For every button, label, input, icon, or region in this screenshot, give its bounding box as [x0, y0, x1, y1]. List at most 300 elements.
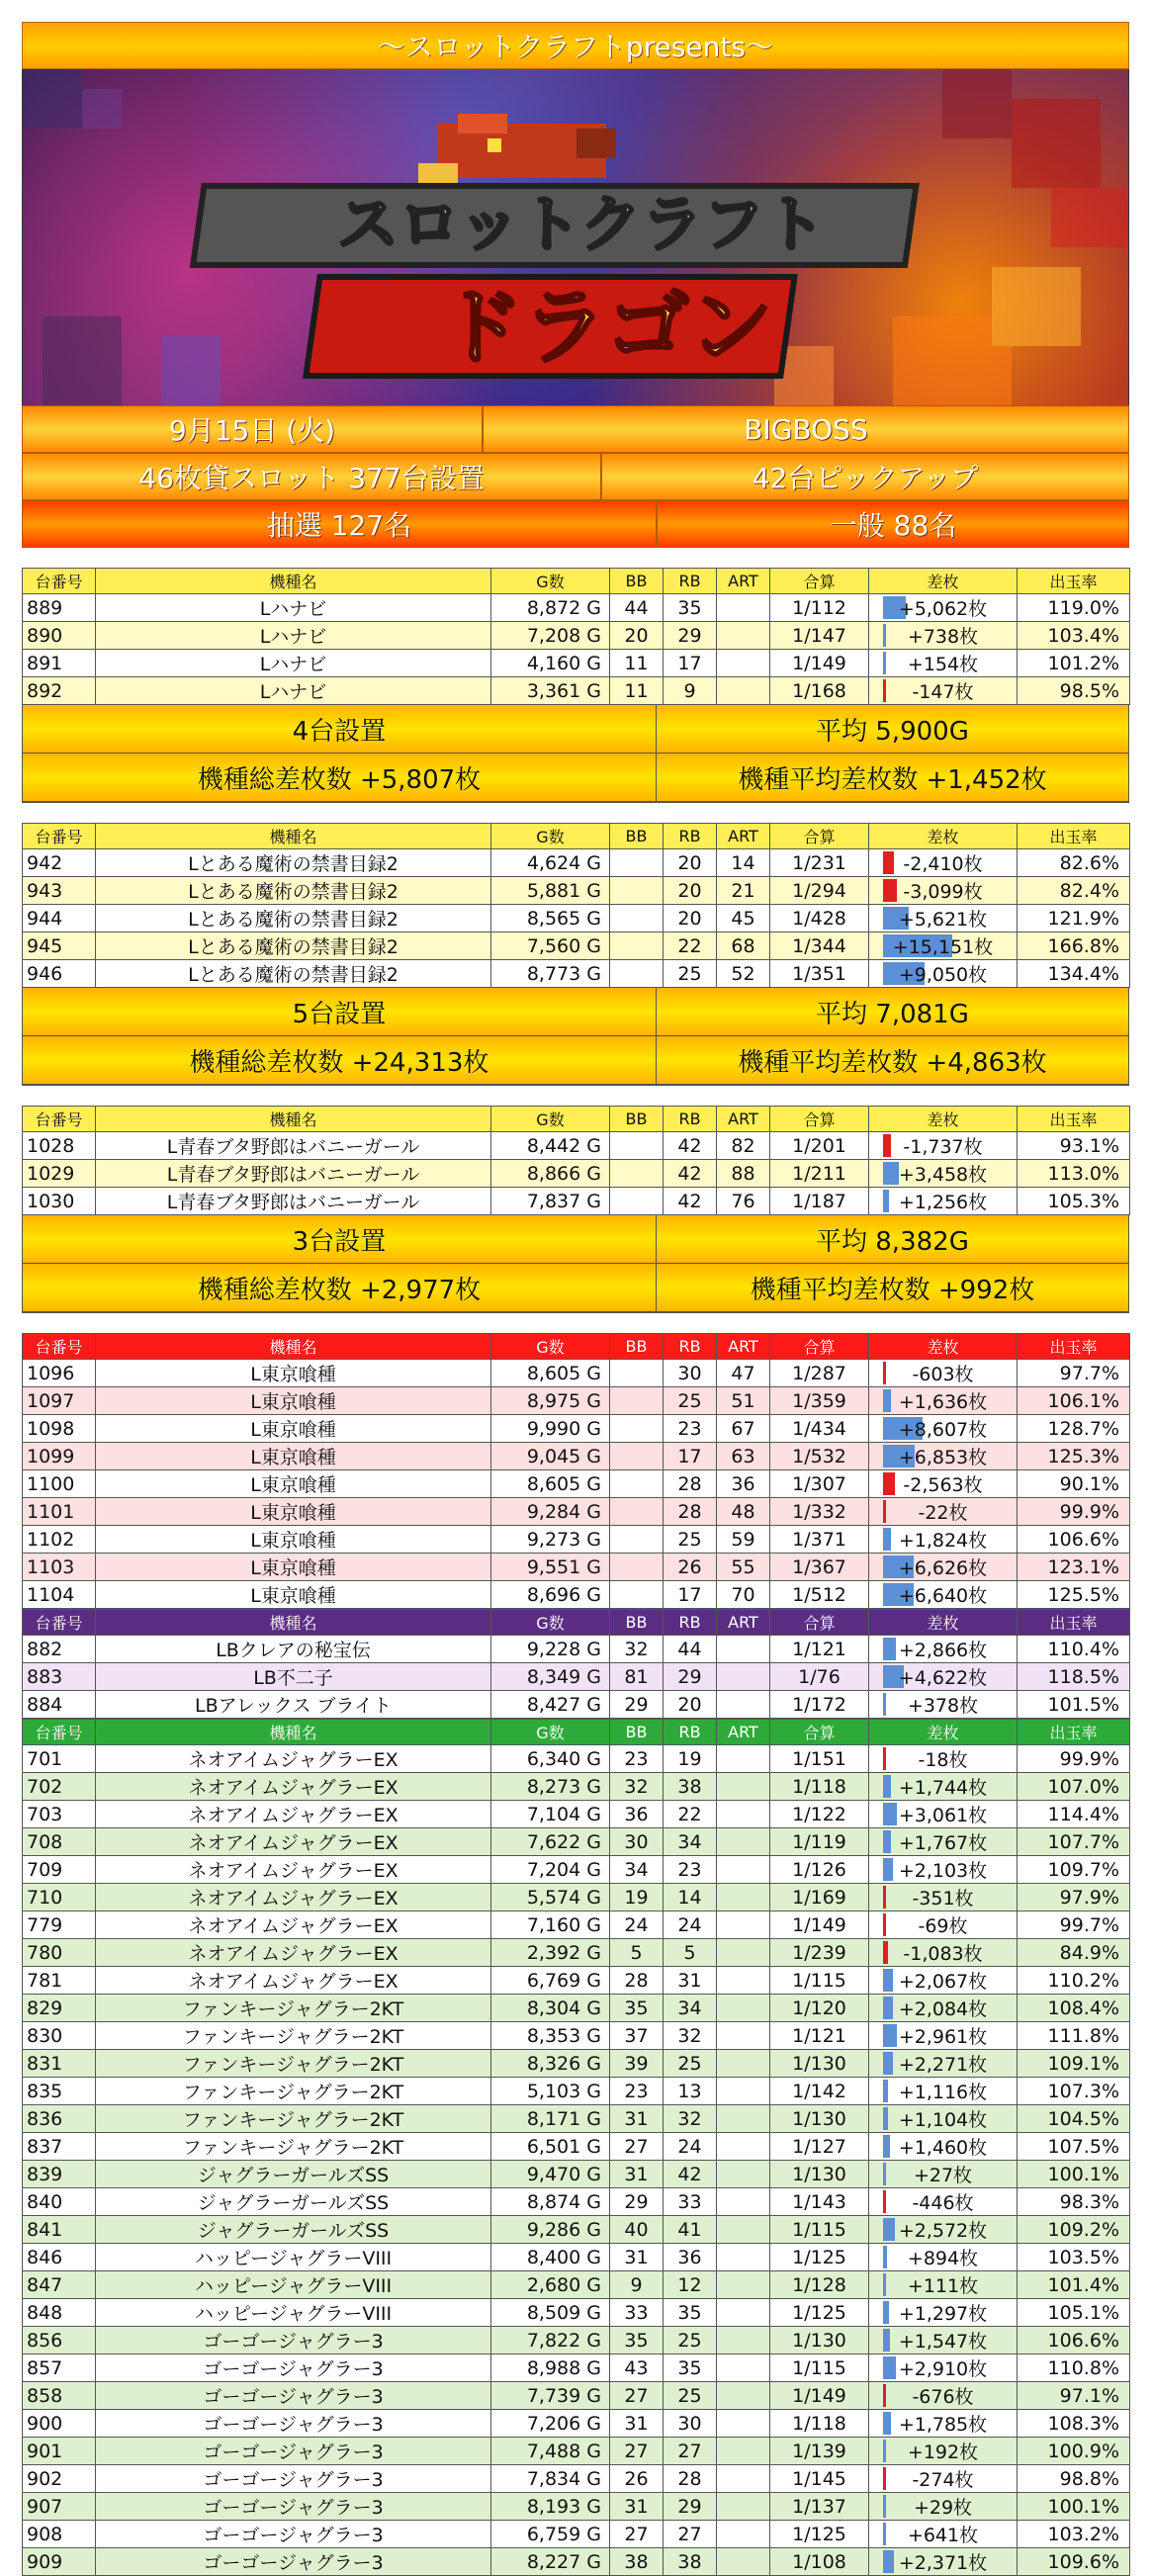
- diff-bar: [883, 851, 894, 874]
- diff-medals: [869, 2327, 1018, 2354]
- art-count: [717, 1636, 770, 1663]
- diff-medals: [869, 1967, 1018, 1995]
- column-header: ART: [717, 1107, 770, 1132]
- diff-text: -274枚: [912, 2469, 974, 2491]
- total-diff: 機種総差枚数 +24,313枚: [23, 1036, 657, 1084]
- diff-text: -446枚: [912, 2192, 974, 2214]
- art-count: [717, 1856, 770, 1884]
- table-row: [23, 1581, 1130, 1609]
- art-count: [717, 2078, 770, 2105]
- art-count: 68: [717, 933, 770, 960]
- column-header: 差枚: [869, 1720, 1018, 1745]
- machine-name: LB不二子: [96, 1663, 491, 1691]
- column-header: 合算: [770, 1720, 869, 1745]
- machine-number: 1103: [23, 1554, 96, 1581]
- machine-name: ゴーゴージャグラー3: [96, 2410, 491, 2438]
- average-diff: 機種平均差枚数 +4,863枚: [657, 1036, 1128, 1084]
- combined-rate: 1/137: [770, 2493, 869, 2521]
- machine-name: ネオアイムジャグラーEX: [96, 1828, 491, 1856]
- column-header: 出玉率: [1018, 1610, 1130, 1636]
- table-row: [23, 960, 1130, 988]
- bb-count: 31: [610, 2105, 664, 2133]
- diff-text: -1,083枚: [903, 1943, 983, 1965]
- table-row: [23, 877, 1130, 905]
- combined-rate: 1/172: [770, 1691, 869, 1719]
- summary-row: [22, 705, 1129, 754]
- payout-rate: 98.8%: [1018, 2465, 1130, 2493]
- diff-bar: [883, 2440, 886, 2462]
- event-date: 9月15日 (火): [22, 405, 483, 453]
- diff-text: +3,061枚: [898, 1805, 988, 1826]
- diff-bar: [883, 1858, 893, 1881]
- machine-number: 1102: [23, 1526, 96, 1554]
- art-count: [717, 1801, 770, 1828]
- machine-list: [22, 1333, 1129, 2576]
- diff-text: +29枚: [913, 2497, 973, 2519]
- bb-count: 37: [610, 2022, 664, 2050]
- bb-count: [610, 1132, 664, 1160]
- diff-medals: [869, 1801, 1018, 1828]
- combined-rate: 1/359: [770, 1387, 869, 1415]
- art-count: 36: [717, 1470, 770, 1498]
- machine-name: ジャグラーガールズSS: [96, 2161, 491, 2188]
- diff-medals: [869, 2188, 1018, 2216]
- payout-rate: 106.1%: [1018, 1387, 1130, 1415]
- column-header: 差枚: [869, 1334, 1018, 1360]
- art-count: [717, 2410, 770, 2438]
- machine-number: 892: [23, 677, 96, 705]
- diff-text: +15,151枚: [892, 936, 994, 958]
- table-row: [23, 2410, 1130, 2438]
- combined-rate: 1/108: [770, 2548, 869, 2576]
- column-header: 差枚: [869, 824, 1018, 849]
- machine-name: L東京喰種: [96, 1415, 491, 1443]
- rb-count: 23: [664, 1856, 717, 1884]
- diff-text: +1,104枚: [898, 2109, 988, 2131]
- diff-text: +1,744枚: [898, 1777, 988, 1799]
- table-row: [23, 2216, 1130, 2244]
- machine-number: 858: [23, 2382, 96, 2410]
- column-header: 出玉率: [1018, 824, 1130, 849]
- game-count: 8,273 G: [491, 1773, 610, 1801]
- diff-text: +2,067枚: [898, 1971, 988, 1993]
- rb-count: 25: [664, 960, 717, 988]
- machine-name: Lとある魔術の禁書目録2: [96, 905, 491, 933]
- payout-rate: 101.2%: [1018, 650, 1130, 677]
- table-row: [23, 1498, 1130, 1526]
- presents-banner: ～スロットクラフトpresents～: [22, 22, 1129, 69]
- combined-rate: 1/149: [770, 650, 869, 677]
- table-row: [23, 2493, 1130, 2521]
- diff-medals: [869, 1160, 1018, 1188]
- diff-bar: [883, 2163, 886, 2185]
- rb-count: 28: [664, 1498, 717, 1526]
- diff-text: -676枚: [912, 2386, 974, 2408]
- combined-rate: 1/332: [770, 1498, 869, 1526]
- diff-text: -18枚: [918, 1749, 968, 1771]
- diff-bar: [883, 624, 886, 647]
- diff-text: +1,256枚: [898, 1192, 988, 1213]
- art-count: 88: [717, 1160, 770, 1188]
- art-count: [717, 2465, 770, 2493]
- bb-count: [610, 1387, 664, 1415]
- payout-rate: 103.4%: [1018, 622, 1130, 650]
- machine-number: 847: [23, 2271, 96, 2299]
- payout-rate: 109.7%: [1018, 1856, 1130, 1884]
- table-row: [23, 1554, 1130, 1581]
- diff-text: -1,737枚: [903, 1136, 983, 1158]
- bb-count: 24: [610, 1911, 664, 1939]
- machine-number: 943: [23, 877, 96, 905]
- machine-number: 702: [23, 1773, 96, 1801]
- diff-medals: [869, 2521, 1018, 2548]
- table-header-row: [23, 824, 1130, 849]
- payout-rate: 105.1%: [1018, 2299, 1130, 2327]
- combined-rate: 1/512: [770, 1581, 869, 1609]
- combined-rate: 1/434: [770, 1415, 869, 1443]
- machine-number: 1098: [23, 1415, 96, 1443]
- column-header: ART: [717, 824, 770, 849]
- payout-rate: 97.1%: [1018, 2382, 1130, 2410]
- diff-bar: [883, 1913, 886, 1936]
- combined-rate: 1/211: [770, 1160, 869, 1188]
- diff-bar: [883, 1638, 896, 1660]
- column-header: 合算: [770, 1610, 869, 1636]
- rb-count: 27: [664, 2521, 717, 2548]
- date-store-row: [22, 405, 1129, 453]
- summary-row: [22, 1036, 1129, 1085]
- diff-medals: [869, 960, 1018, 988]
- rb-count: 24: [664, 1911, 717, 1939]
- art-count: [717, 1663, 770, 1691]
- machines-info: 46枚貸スロット 377台設置: [22, 453, 601, 500]
- diff-medals: [869, 1636, 1018, 1663]
- art-count: [717, 2161, 770, 2188]
- diff-medals: [869, 2410, 1018, 2438]
- diff-bar: [883, 2495, 886, 2518]
- diff-medals: [869, 2548, 1018, 2576]
- machine-number: 1030: [23, 1188, 96, 1215]
- diff-text: +6,640枚: [898, 1585, 988, 1607]
- combined-rate: 1/142: [770, 2078, 869, 2105]
- diff-text: +2,961枚: [898, 2026, 988, 2048]
- bb-count: 23: [610, 2078, 664, 2105]
- payout-rate: 107.0%: [1018, 1773, 1130, 1801]
- table-row: [23, 1415, 1130, 1443]
- machine-number: 1029: [23, 1160, 96, 1188]
- art-count: 14: [717, 849, 770, 877]
- diff-bar: [883, 1389, 891, 1412]
- art-count: 51: [717, 1387, 770, 1415]
- table-row: [23, 622, 1130, 650]
- machine-number: 909: [23, 2548, 96, 2576]
- table-row: [23, 1856, 1130, 1884]
- art-count: [717, 1691, 770, 1719]
- art-count: [717, 2438, 770, 2465]
- bb-count: [610, 1360, 664, 1387]
- game-count: 4,624 G: [491, 849, 610, 877]
- game-count: 6,759 G: [491, 2521, 610, 2548]
- machine-name: ゴーゴージャグラー3: [96, 2493, 491, 2521]
- results-table: [22, 568, 1130, 705]
- bb-count: 29: [610, 2188, 664, 2216]
- machine-name: ファンキージャグラー2KT: [96, 2105, 491, 2133]
- game-count: 2,680 G: [491, 2271, 610, 2299]
- bb-count: 31: [610, 2410, 664, 2438]
- combined-rate: 1/115: [770, 1967, 869, 1995]
- rb-count: 28: [664, 2465, 717, 2493]
- diff-text: +894枚: [907, 2248, 979, 2269]
- diff-text: +1,297枚: [898, 2303, 988, 2325]
- machine-number: 882: [23, 1636, 96, 1663]
- diff-medals: [869, 1360, 1018, 1387]
- diff-text: +2,103枚: [898, 1860, 988, 1882]
- diff-bar: [883, 1362, 886, 1384]
- diff-text: +1,116枚: [898, 2082, 988, 2103]
- diff-bar: [883, 1969, 893, 1992]
- machine-number: 944: [23, 905, 96, 933]
- column-header: 出玉率: [1018, 1334, 1130, 1360]
- combined-rate: 1/201: [770, 1132, 869, 1160]
- diff-medals: [869, 1470, 1018, 1498]
- diff-text: +2,910枚: [898, 2358, 988, 2380]
- payout-rate: 134.4%: [1018, 960, 1130, 988]
- bb-count: 27: [610, 2382, 664, 2410]
- table-header-row: [23, 1334, 1130, 1360]
- column-header: G数: [491, 824, 610, 849]
- column-header: G数: [491, 1610, 610, 1636]
- payout-rate: 90.1%: [1018, 1470, 1130, 1498]
- art-count: [717, 2133, 770, 2161]
- game-count: 7,739 G: [491, 2382, 610, 2410]
- bb-count: 28: [610, 1967, 664, 1995]
- table-row: [23, 2244, 1130, 2271]
- game-count: 8,509 G: [491, 2299, 610, 2327]
- machine-name: ジャグラーガールズSS: [96, 2216, 491, 2244]
- table-row: [23, 905, 1130, 933]
- payout-rate: 103.5%: [1018, 2244, 1130, 2271]
- diff-bar: [883, 2052, 893, 2075]
- combined-rate: 1/121: [770, 2022, 869, 2050]
- game-count: 9,228 G: [491, 1636, 610, 1663]
- combined-rate: 1/428: [770, 905, 869, 933]
- bb-count: 31: [610, 2244, 664, 2271]
- art-count: [717, 2493, 770, 2521]
- machine-name: ハッピージャグラーVIII: [96, 2244, 491, 2271]
- machine-name: L東京喰種: [96, 1554, 491, 1581]
- combined-rate: 1/231: [770, 849, 869, 877]
- game-count: 8,326 G: [491, 2050, 610, 2078]
- table-row: [23, 1526, 1130, 1554]
- diff-bar: [883, 1941, 888, 1964]
- table-row: [23, 1663, 1130, 1691]
- game-count: 5,103 G: [491, 2078, 610, 2105]
- table-header-row: [23, 1720, 1130, 1745]
- column-header: 台番号: [23, 569, 96, 594]
- rb-count: 41: [664, 2216, 717, 2244]
- machine-number: 1099: [23, 1443, 96, 1470]
- diff-text: +2,572枚: [898, 2220, 988, 2242]
- combined-rate: 1/344: [770, 933, 869, 960]
- machine-number: 708: [23, 1828, 96, 1856]
- payout-rate: 119.0%: [1018, 594, 1130, 622]
- combined-rate: 1/130: [770, 2161, 869, 2188]
- payout-rate: 123.1%: [1018, 1554, 1130, 1581]
- table-row: [23, 2133, 1130, 2161]
- combined-rate: 1/130: [770, 2327, 869, 2354]
- results-table: [22, 1106, 1130, 1215]
- machine-name: ファンキージャグラー2KT: [96, 2050, 491, 2078]
- machine-name: L青春ブタ野郎はバニーガール: [96, 1132, 491, 1160]
- column-header: 機種名: [96, 1610, 491, 1636]
- results-table: [22, 1333, 1130, 1609]
- game-count: 8,227 G: [491, 2548, 610, 2576]
- diff-bar: [883, 2135, 890, 2158]
- diff-medals: [869, 1554, 1018, 1581]
- rb-count: 36: [664, 2244, 717, 2271]
- column-header: 出玉率: [1018, 1720, 1130, 1745]
- machine-number: 1096: [23, 1360, 96, 1387]
- game-count: 8,400 G: [491, 2244, 610, 2271]
- art-count: 55: [717, 1554, 770, 1581]
- machine-name: LBアレックス ブライト: [96, 1691, 491, 1719]
- game-count: 8,442 G: [491, 1132, 610, 1160]
- machine-number: 830: [23, 2022, 96, 2050]
- machine-number: 902: [23, 2465, 96, 2493]
- payout-rate: 105.3%: [1018, 1188, 1130, 1215]
- bb-count: 32: [610, 1636, 664, 1663]
- diff-medals: [869, 2271, 1018, 2299]
- hero-banner: [22, 69, 1129, 405]
- table-row: [23, 2299, 1130, 2327]
- art-count: [717, 2105, 770, 2133]
- diff-bar: [883, 1830, 891, 1853]
- combined-rate: 1/149: [770, 2382, 869, 2410]
- game-count: 9,990 G: [491, 1415, 610, 1443]
- rb-count: 34: [664, 1828, 717, 1856]
- rb-count: 42: [664, 1160, 717, 1188]
- diff-medals: [869, 1581, 1018, 1609]
- machine-name: L東京喰種: [96, 1581, 491, 1609]
- diff-bar: [883, 1693, 886, 1716]
- total-diff: 機種総差枚数 +5,807枚: [23, 754, 657, 801]
- machine-name: ゴーゴージャグラー3: [96, 2438, 491, 2465]
- art-count: 76: [717, 1188, 770, 1215]
- machine-number: 701: [23, 1745, 96, 1773]
- column-header: BB: [610, 569, 664, 594]
- rb-count: 25: [664, 2327, 717, 2354]
- game-count: 8,866 G: [491, 1160, 610, 1188]
- bb-count: 19: [610, 1884, 664, 1911]
- machine-name: ゴーゴージャグラー3: [96, 2382, 491, 2410]
- diff-bar: [883, 2550, 894, 2573]
- machine-number: 946: [23, 960, 96, 988]
- diff-text: +1,767枚: [898, 1832, 988, 1854]
- diff-text: -351枚: [912, 1888, 974, 1910]
- rb-count: 20: [664, 877, 717, 905]
- game-count: 7,160 G: [491, 1911, 610, 1939]
- game-count: 8,605 G: [491, 1470, 610, 1498]
- machine-name: L東京喰種: [96, 1470, 491, 1498]
- game-count: 9,273 G: [491, 1526, 610, 1554]
- rb-count: 28: [664, 1470, 717, 1498]
- rb-count: 25: [664, 2050, 717, 2078]
- table-row: [23, 1967, 1130, 1995]
- combined-rate: 1/145: [770, 2465, 869, 2493]
- diff-text: +1,636枚: [898, 1391, 988, 1413]
- combined-rate: 1/127: [770, 2133, 869, 2161]
- rb-count: 12: [664, 2271, 717, 2299]
- diff-text: +1,547枚: [898, 2331, 988, 2353]
- rb-count: 29: [664, 622, 717, 650]
- rb-count: 33: [664, 2188, 717, 2216]
- art-count: [717, 2521, 770, 2548]
- combined-rate: 1/143: [770, 2188, 869, 2216]
- rb-count: 22: [664, 1801, 717, 1828]
- diff-bar: [883, 2273, 886, 2296]
- column-header: G数: [491, 569, 610, 594]
- machine-name: ハッピージャグラーVIII: [96, 2299, 491, 2327]
- diff-medals: [869, 933, 1018, 960]
- combined-rate: 1/125: [770, 2521, 869, 2548]
- combined-rate: 1/121: [770, 1636, 869, 1663]
- logo-line2: ドラゴン: [439, 279, 773, 376]
- machine-number: 703: [23, 1801, 96, 1828]
- machine-number: 709: [23, 1856, 96, 1884]
- rb-count: 5: [664, 1939, 717, 1967]
- column-header: 台番号: [23, 1720, 96, 1745]
- game-count: 5,574 G: [491, 1884, 610, 1911]
- bb-count: [610, 933, 664, 960]
- machine-name: ゴーゴージャグラー3: [96, 2548, 491, 2576]
- summary-row: [22, 1264, 1129, 1312]
- column-header: ART: [717, 1334, 770, 1360]
- diff-text: +1,460枚: [898, 2137, 988, 2159]
- game-count: 9,284 G: [491, 1498, 610, 1526]
- game-count: 6,340 G: [491, 1745, 610, 1773]
- combined-rate: 1/112: [770, 594, 869, 622]
- game-count: 5,881 G: [491, 877, 610, 905]
- table-row: [23, 2521, 1130, 2548]
- column-header: 差枚: [869, 1107, 1018, 1132]
- results-table: [22, 823, 1130, 988]
- rb-count: 26: [664, 1554, 717, 1581]
- bb-count: [610, 1526, 664, 1554]
- machine-number: 1097: [23, 1387, 96, 1415]
- bb-count: [610, 1443, 664, 1470]
- table-row: [23, 849, 1130, 877]
- diff-bar: [883, 1190, 889, 1212]
- payout-rate: 97.7%: [1018, 1360, 1130, 1387]
- column-header: 台番号: [23, 1334, 96, 1360]
- diff-text: +27枚: [913, 2165, 973, 2186]
- rb-count: 13: [664, 2078, 717, 2105]
- column-header: G数: [491, 1107, 610, 1132]
- table-row: [23, 2465, 1130, 2493]
- payout-rate: 98.3%: [1018, 2188, 1130, 2216]
- payout-rate: 110.2%: [1018, 1967, 1130, 1995]
- dragon-logo-artwork: [23, 69, 1128, 405]
- machine-name: L青春ブタ野郎はバニーガール: [96, 1160, 491, 1188]
- diff-bar: [883, 679, 886, 702]
- game-count: 3,361 G: [491, 677, 610, 705]
- diff-bar: [883, 2412, 891, 2435]
- rb-count: 42: [664, 1132, 717, 1160]
- diff-medals: [869, 1132, 1018, 1160]
- rb-count: 42: [664, 2161, 717, 2188]
- machine-number: 908: [23, 2521, 96, 2548]
- diff-medals: [869, 622, 1018, 650]
